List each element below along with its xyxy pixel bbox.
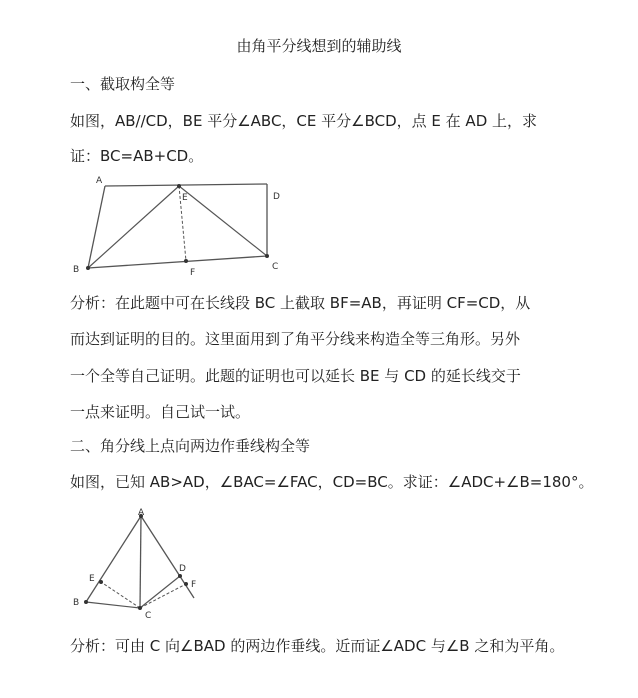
label-B: B (73, 598, 80, 608)
point-E (177, 184, 181, 188)
section-2-heading: 二、角分线上点向两边作垂线构全等 (70, 437, 311, 455)
section-1-heading: 一、截取构全等 (70, 75, 176, 93)
point-F (184, 259, 188, 263)
point-B (84, 600, 88, 604)
point-E (99, 580, 103, 584)
label-C: C (145, 611, 152, 621)
segment-BC (86, 602, 140, 608)
point-D (178, 574, 182, 578)
point-B (86, 266, 90, 270)
label-D: D (273, 192, 280, 202)
label-F: F (190, 268, 196, 278)
segment-AD (105, 184, 267, 186)
section-2-analysis-line-1: 分析：可由 C 向∠BAD 的两边作垂线。近而证∠ADC 与∠B 之和为平角。 (70, 637, 565, 655)
label-E: E (182, 193, 188, 203)
segment-CF-dashed (140, 584, 186, 608)
figure-2-angle-bisector (68, 508, 208, 623)
label-B: B (73, 265, 80, 275)
section-1-analysis-line-3: 一个全等自己证明。此题的证明也可以延长 BE 与 CD 的延长线交于 (70, 367, 521, 385)
label-E: E (89, 574, 95, 584)
label-D: D (179, 564, 186, 574)
section-1-analysis-line-2: 而达到证明的目的。这里面用到了角平分线来构造全等三角形。另外 (70, 330, 521, 348)
section-1-problem-line-1: 如图，AB//CD，BE 平分∠ABC，CE 平分∠BCD，点 E 在 AD 上，求 (70, 112, 538, 130)
section-1-analysis-line-1: 分析：在此题中可在长线段 BC 上截取 BF=AB，再证明 CF=CD，从 (70, 294, 531, 312)
segment-AC (140, 516, 141, 608)
segment-AB (86, 516, 141, 602)
point-C (265, 254, 269, 258)
point-C (138, 606, 142, 610)
label-A: A (138, 508, 145, 518)
label-C: C (272, 262, 279, 272)
segment-BC (88, 256, 267, 268)
section-2-problem-line-1: 如图，已知 AB>AD，∠BAC=∠FAC，CD=BC。求证：∠ADC+∠B=180°。 (70, 473, 594, 491)
label-A: A (96, 176, 103, 186)
section-1-problem-line-2: 证：BC=AB+CD。 (70, 147, 204, 165)
label-F: F (191, 580, 197, 590)
section-1-analysis-line-4: 一点来证明。自己试一试。 (70, 403, 251, 421)
point-F (184, 582, 188, 586)
segment-BE (88, 186, 179, 268)
document-title: 由角平分线想到的辅助线 (236, 37, 402, 55)
figure-1-trapezoid (70, 172, 290, 282)
segment-DC (140, 576, 180, 608)
segment-CE (179, 186, 267, 256)
